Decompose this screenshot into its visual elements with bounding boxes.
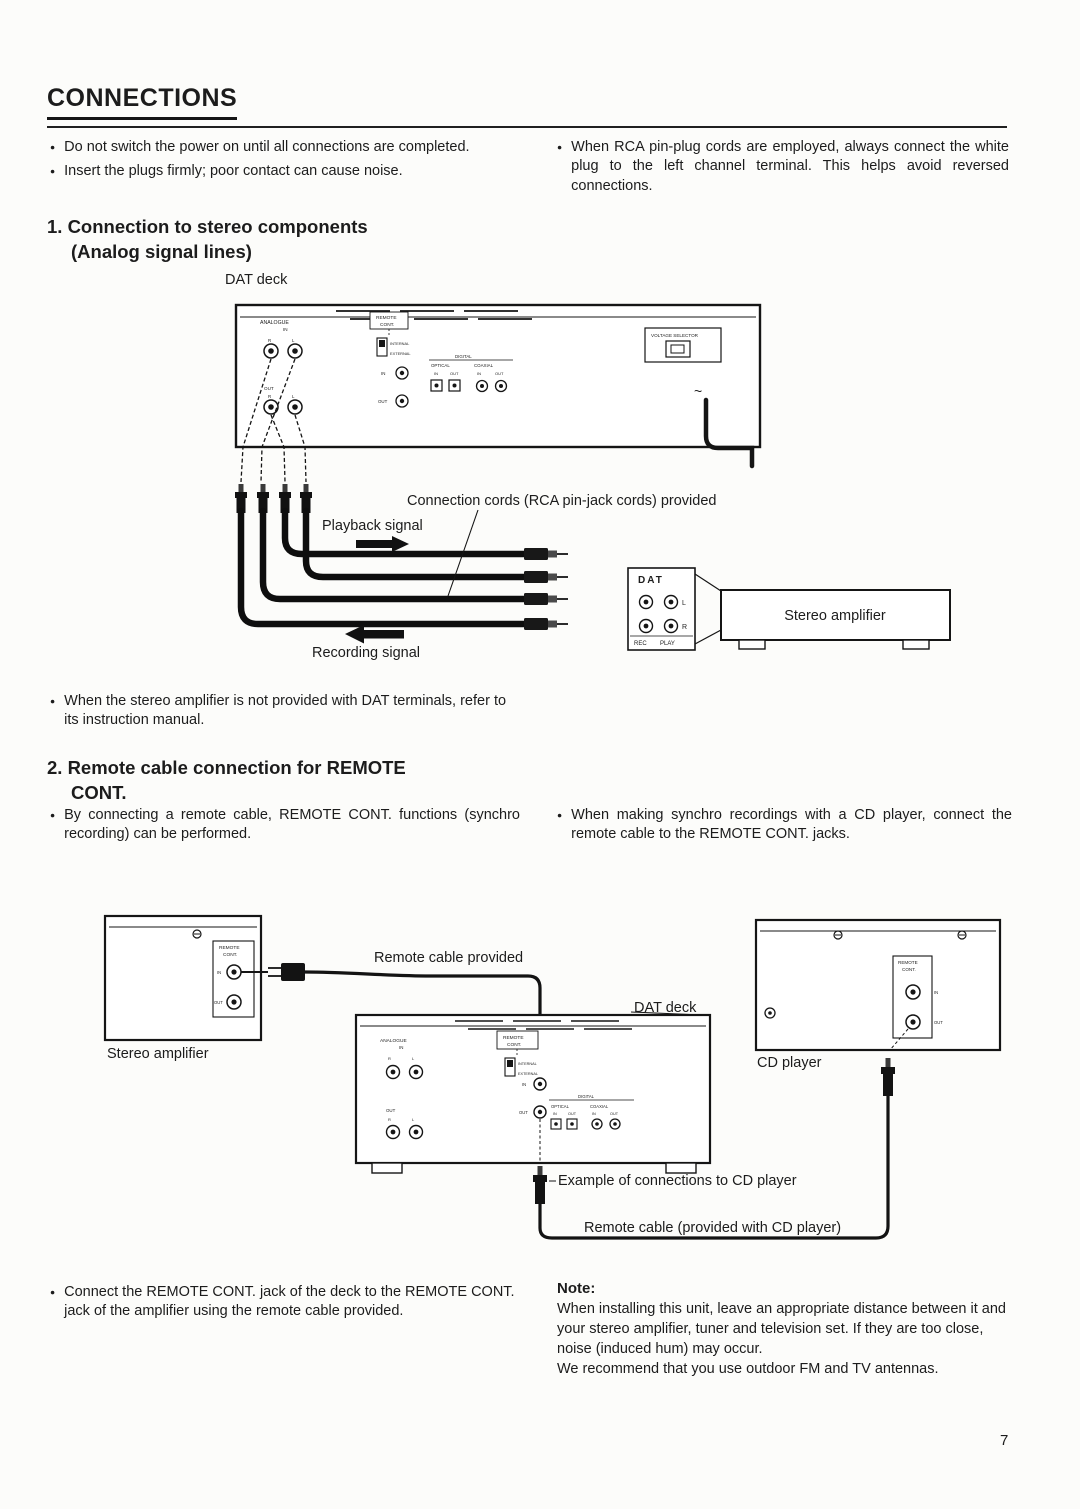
optical-jack-pin xyxy=(453,384,457,388)
cd-player-rear xyxy=(756,920,1000,1050)
panel-label-out: OUT xyxy=(610,1112,619,1116)
rca-jack-pin xyxy=(292,404,298,410)
stereo-amplifier-box xyxy=(721,590,950,649)
dat-r-label: R xyxy=(682,624,688,631)
recording-signal-label: Recording signal xyxy=(312,645,421,661)
optical-jack-pin xyxy=(435,384,439,388)
panel-label-cont: CONT. xyxy=(380,323,395,328)
panel-label-r: R xyxy=(268,394,272,399)
rca-jack-pin xyxy=(268,348,274,354)
panel-label-out: OUT xyxy=(264,386,274,391)
dat-jack-pin xyxy=(669,624,674,629)
playback-arrow xyxy=(356,536,409,552)
page-title: CONNECTIONS xyxy=(47,84,237,120)
remote-in-jack-pin xyxy=(231,969,236,974)
note-body: We recommend that you use outdoor FM and TV antennas. xyxy=(557,1361,939,1377)
section2-bottom-bullet xyxy=(50,1283,525,1322)
panel-label-cont: CONT. xyxy=(223,953,238,958)
stereo-amplifier-label: Stereo amplifier xyxy=(784,608,886,624)
bullet-item xyxy=(50,138,505,157)
bullet-text: Do not switch the power on until all connections are completed. xyxy=(64,139,470,155)
panel-label-remote: REMOTE xyxy=(219,946,240,951)
panel-label-digital: DIGITAL xyxy=(455,354,472,359)
recording-arrow xyxy=(345,625,404,644)
panel-label-remote: REMOTE xyxy=(503,1036,524,1041)
remote-cable-cd-label: Remote cable (provided with CD player) xyxy=(584,1220,842,1236)
dat-l-label: L xyxy=(682,600,686,607)
panel-label-out: OUT xyxy=(934,1020,943,1025)
bullet-dot: ● xyxy=(557,142,563,152)
panel-label-cont: CONT. xyxy=(902,967,916,972)
note-title: Note: xyxy=(557,1280,596,1297)
panel-label-internal: INTERNAL xyxy=(518,1062,537,1066)
bullet-dot: ● xyxy=(50,166,56,177)
rca-jack-pin xyxy=(268,404,274,410)
bullet-item xyxy=(50,1283,525,1322)
section1-note-bullet xyxy=(50,692,520,731)
coaxial-jack-pin xyxy=(480,384,484,388)
panel-label-in: IN xyxy=(477,371,481,376)
bracket-line xyxy=(695,630,721,644)
panel-label-remote: REMOTE xyxy=(376,316,397,321)
intro-bullets-right xyxy=(557,138,1009,196)
bullet-item xyxy=(50,806,520,845)
connection-cords-label: Connection cords (RCA pin-jack cords) provided xyxy=(407,493,717,509)
remote-plug xyxy=(281,963,305,981)
panel-label-external: EXTERNAL xyxy=(390,351,411,356)
bullet-text: By connecting a remote cable, REMOTE CONT. functions (synchro recording) can be performed. xyxy=(64,807,520,843)
bullet-dot: ● xyxy=(50,1287,56,1297)
switch-knob xyxy=(379,340,385,347)
panel-label-out: OUT xyxy=(378,399,388,404)
panel-label-in: IN xyxy=(381,371,386,376)
dat-jack-pin xyxy=(669,600,674,605)
rca-plugs-up xyxy=(235,484,312,513)
remote-in-jack-pin xyxy=(400,371,404,375)
panel-label-in: IN xyxy=(934,990,939,995)
section2-heading-line2: CONT. xyxy=(71,781,127,803)
bullet-text: Insert the plugs firmly; poor contact can cause noise. xyxy=(64,163,403,180)
panel-label-voltage-selector: VOLTAGE SELECTOR xyxy=(651,333,698,338)
panel-label-out: OUT xyxy=(519,1110,528,1115)
analog-connection-diagram xyxy=(0,288,1080,680)
panel-label-in: IN xyxy=(217,970,222,975)
rca-jack-pin xyxy=(292,348,298,354)
remote-out-jack-pin xyxy=(231,999,236,1004)
bullet-text: When the stereo amplifier is not provided with DAT terminals, refer to its instruction manual. xyxy=(64,693,507,729)
dat-deck-label: DAT deck xyxy=(225,272,288,288)
section1-heading-line1: 1. Connection to stereo components xyxy=(47,216,368,237)
panel-label-digital: DIGITAL xyxy=(578,1094,594,1099)
intro-bullets-left xyxy=(50,138,505,182)
section2-heading xyxy=(47,756,406,806)
panel-label-in: IN xyxy=(592,1112,596,1116)
dat-deck-rear-panel xyxy=(236,305,760,466)
section1-heading-line2: (Analog signal lines) xyxy=(71,240,252,262)
stereo-amplifier-rear xyxy=(105,916,261,1040)
panel-label-external: EXTERNAL xyxy=(518,1072,539,1076)
dat-jack-pin xyxy=(644,624,649,629)
note-body: When installing this unit, leave an appropriate distance between it and your stereo amplifier, tuner and television set. If they are too close, noise (induced hum) may occur. xyxy=(557,1301,1006,1357)
panel-label-internal: INTERNAL xyxy=(390,341,410,346)
panel-label-cont: CONT. xyxy=(507,1043,522,1048)
panel-label-r: R xyxy=(268,338,272,343)
panel-label-optical: OPTICAL xyxy=(551,1104,569,1109)
panel-label-analogue: ANALOGUE xyxy=(380,1039,407,1044)
bullet-item xyxy=(50,692,520,731)
panel-label-out: OUT xyxy=(495,371,504,376)
bullet-item xyxy=(557,806,1012,845)
section1-heading xyxy=(47,215,368,265)
header-rule xyxy=(47,126,1007,128)
cd-player-label: CD player xyxy=(757,1055,822,1071)
bullet-item xyxy=(557,138,1009,196)
panel-label-out: OUT xyxy=(214,1000,223,1005)
panel-label-in: IN xyxy=(522,1082,527,1087)
panel-label-out: OUT xyxy=(450,371,459,376)
panel-label-r: R xyxy=(388,1056,391,1061)
bullet-dot: ● xyxy=(50,810,56,820)
rca-plugs-right xyxy=(524,548,568,630)
dat-deck-rear-panel-small xyxy=(356,1015,710,1173)
section2-bullets-left xyxy=(50,806,520,845)
panel-label-r: R xyxy=(388,1117,391,1122)
dat-jack-pin xyxy=(644,600,649,605)
rec-label: REC xyxy=(634,641,647,647)
cd-example-label: Example of connections to CD player xyxy=(558,1173,797,1189)
panel-label-coaxial: COAXIAL xyxy=(474,363,494,368)
ac-symbol: ~ xyxy=(694,383,703,399)
panel-label-in: IN xyxy=(553,1112,557,1116)
panel-label-in: IN xyxy=(399,1045,404,1050)
stereo-amplifier-label: Stereo amplifier xyxy=(107,1046,209,1062)
playback-signal-label: Playback signal xyxy=(322,518,423,534)
bullet-dot: ● xyxy=(50,696,56,706)
panel-label-out: OUT xyxy=(386,1108,396,1113)
section2-heading-line1: 2. Remote cable connection for REMOTE xyxy=(47,757,406,778)
panel-label-out: OUT xyxy=(568,1112,577,1116)
bullet-text: Connect the REMOTE CONT. jack of the deck to the REMOTE CONT. jack of the amplifier using the remote cable provided. xyxy=(64,1284,515,1320)
panel-label-l: L xyxy=(292,338,295,343)
bullet-item xyxy=(50,162,505,181)
panel-label-l: L xyxy=(292,394,295,399)
panel-label-in: IN xyxy=(283,327,288,332)
bullet-text: When making synchro recordings with a CD player, connect the remote cable to the REMOTE CONT. jacks. xyxy=(571,807,1012,843)
panel-label-remote: REMOTE xyxy=(898,960,918,965)
panel-label-l: L xyxy=(412,1117,415,1122)
remote-cable-provided-label: Remote cable provided xyxy=(374,950,524,966)
remote-out-jack-pin xyxy=(400,399,404,403)
panel-label-optical: OPTICAL xyxy=(431,363,450,368)
dat-terminal-label: DAT xyxy=(638,575,664,586)
section2-bullets-right xyxy=(557,806,1012,845)
voltage-selector xyxy=(645,328,721,362)
page-number: 7 xyxy=(1000,1432,1009,1449)
dat-deck-label: DAT deck xyxy=(634,1000,697,1016)
bullet-dot: ● xyxy=(557,810,563,820)
bracket-line xyxy=(695,574,721,591)
play-label: PLAY xyxy=(660,641,675,647)
panel-label-l: L xyxy=(412,1056,415,1061)
panel-label-analogue: ANALOGUE xyxy=(260,320,289,326)
bullet-dot: ● xyxy=(50,142,56,152)
panel-label-in: IN xyxy=(434,371,438,376)
panel-label-coaxial: COAXIAL xyxy=(590,1104,609,1109)
note-block xyxy=(557,1280,1017,1379)
dat-terminal-box xyxy=(628,568,695,650)
remote-connection-diagram xyxy=(0,900,1080,1260)
bullet-text: When RCA pin-plug cords are employed, always connect the white plug to the left channel terminal. This helps avoid reversed connections. xyxy=(571,139,1009,194)
coaxial-jack-pin xyxy=(499,384,503,388)
